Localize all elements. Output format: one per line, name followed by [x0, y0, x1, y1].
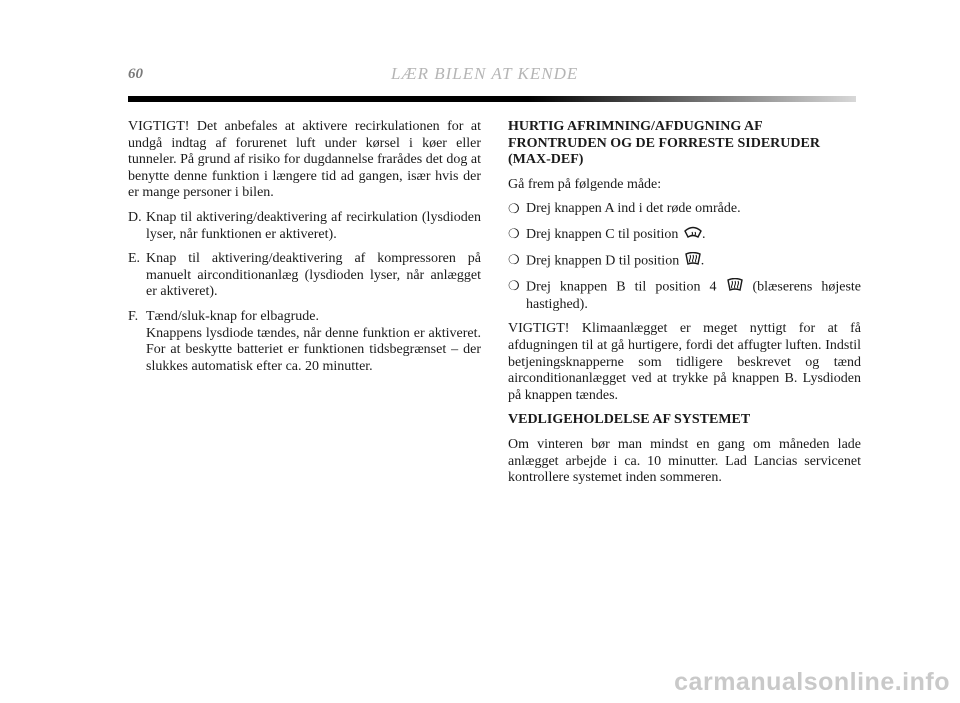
lead-text: Gå frem på følgende måde:: [508, 176, 662, 192]
intro-paragraph: VIGTIGT! Det anbefales at aktivere recirkulationen for at undgå indtag af forurenet luft under kørsel i køer eller tunneler. På grund af risiko for dugdannelse frarådes det dog at benytte denne funktion i længere tid ad gangen, især hvis der er mange personer i bilen.: [128, 119, 481, 201]
bullet-item: [508, 278, 861, 313]
bullet-text: Drej knappen A ind i det røde område.: [526, 201, 741, 217]
running-head: LÆR BILEN AT KENDE: [391, 64, 579, 83]
bullet-circle-icon: ❍: [508, 201, 520, 217]
bullet-item: [508, 252, 861, 271]
bullet-circle-icon: ❍: [508, 278, 520, 294]
right-column: [508, 119, 861, 495]
bullet-text: Drej knappen B til position 4: [526, 279, 717, 295]
bullet-text: Drej knappen C til position: [526, 226, 679, 242]
item-letter: F.: [128, 308, 139, 324]
item-body: [146, 309, 481, 375]
item-text: Knap til aktivering/deaktivering af kompressoren på manuelt airconditionanlæg (lysdioden lyser, når anlægget er aktiveret).: [146, 251, 481, 300]
bullet-item: [508, 226, 861, 244]
item-text: Knappens lysdiode tændes, når denne funktion er aktiveret. For at beskytte batteriet er funktionen tidsbegrænset – der slukkes automatisk efter ca. 20 minutter.: [146, 325, 481, 374]
bullet-item: [508, 201, 861, 218]
windscreen-defrost-icon: [684, 226, 702, 244]
page-number: 60: [128, 66, 143, 82]
item-letter: E.: [128, 251, 141, 267]
maintenance-paragraph: Om vinteren bør man mindst en gang om måneden lade anlægget arbejde i ca. 10 minutter. Lad Lancias servicenet kontrollere systemet inden sommeren.: [508, 436, 861, 486]
bullet-text-wrap: [526, 278, 861, 313]
list-item-d: [128, 210, 481, 243]
note-paragraph: VIGTIGT! Klimaanlægget er meget nyttigt for at få afdugningen til at gå hurtigere, fordi det affugter luften. Indstil betjeningsknapperne som tidligere beskrevet og tænd airconditionanlægget ved at trykke på knappen B. Lysdioden på knappen tændes.: [508, 321, 861, 403]
bullet-text: Drej knappen D til position: [526, 253, 680, 269]
bullet-suffix: .: [701, 226, 706, 242]
header-rule: [128, 96, 856, 102]
item-letter: D.: [128, 209, 142, 225]
item-title: Tænd/sluk-knap for elbagrude.: [146, 308, 320, 324]
left-column: [128, 119, 481, 383]
bullet-suffix: (blæserens højeste hastighed).: [526, 279, 862, 312]
bullet-circle-icon: ❍: [508, 251, 520, 267]
watermark: carmanualsonline.info: [674, 668, 950, 696]
bullet-circle-icon: ❍: [508, 225, 520, 241]
max-defrost-icon: [727, 278, 743, 297]
bullet-text-wrap: [526, 201, 861, 218]
bullet-suffix: .: [700, 253, 705, 269]
list-item-f: [128, 309, 481, 375]
list-item-e: [128, 251, 481, 301]
max-defrost-icon: [685, 252, 701, 271]
item-text: Knap til aktivering/deaktivering af recirkulation (lysdioden lyser, når funktionen er aktiveret).: [146, 209, 481, 242]
section-heading-maintenance: VEDLIGEHOLDELSE AF SYSTEMET: [508, 412, 751, 428]
bullet-text-wrap: [526, 252, 861, 271]
bullet-text-wrap: [526, 226, 861, 244]
section-heading-max-def: HURTIG AFRIMNING/AFDUGNING AF FRONTRUDEN OG DE FORRESTE SIDERUDER (MAX-DEF): [508, 119, 820, 168]
